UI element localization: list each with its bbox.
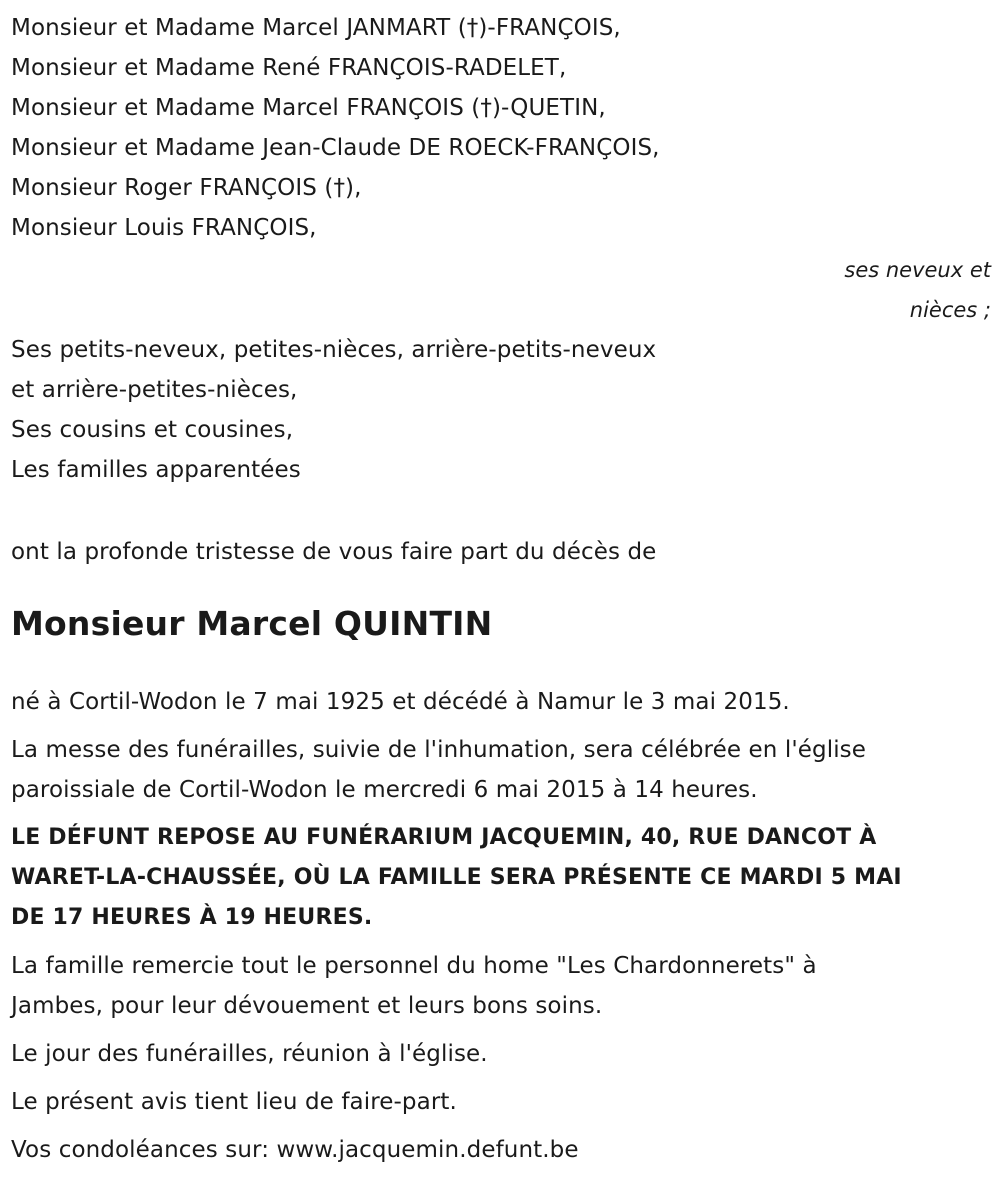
family-line: Ses petits-neveux, petites-nièces, arrière-petits-neveux xyxy=(11,337,657,363)
thanks-line: La famille remercie tout le personnel du home "Les Chardonnerets" à xyxy=(11,953,817,979)
thanks xyxy=(11,946,993,1026)
family-line: Monsieur et Madame Jean-Claude DE ROECK-FRANÇOIS, xyxy=(11,135,660,161)
family-line: Ses cousins et cousines, xyxy=(11,417,294,443)
reposing-line: WARET-LA-CHAUSSÉE, OÙ LA FAMILLE SERA PRÉSENTE CE MARDI 5 MAI xyxy=(11,865,902,890)
reposing-line: LE DÉFUNT REPOSE AU FUNÉRARIUM JACQUEMIN, 40, RUE DANCOT À xyxy=(11,825,877,850)
reposing-info xyxy=(11,818,993,938)
family-line: Les familles apparentées xyxy=(11,457,301,483)
family-line: Monsieur Roger FRANÇOIS (†), xyxy=(11,175,362,201)
notice-info: Le présent avis tient lieu de faire-part. xyxy=(11,1089,457,1115)
relation-label-line1: ses neveux et xyxy=(844,258,991,282)
thanks-line: Jambes, pour leur dévouement et leurs bons soins. xyxy=(11,993,603,1019)
nephews-nieces-list xyxy=(11,8,993,248)
mass-line: paroissiale de Cortil-Wodon le mercredi 6 mai 2015 à 14 heures. xyxy=(11,777,758,803)
family-line: et arrière-petites-nièces, xyxy=(11,377,298,403)
other-family-list xyxy=(11,330,993,490)
family-line: Monsieur Louis FRANÇOIS, xyxy=(11,215,317,241)
announcement: ont la profonde tristesse de vous faire part du décès de xyxy=(11,539,657,565)
condolences-info: Vos condoléances sur: www.jacquemin.defunt.be xyxy=(11,1137,579,1163)
meeting-info: Le jour des funérailles, réunion à l'église. xyxy=(11,1041,488,1067)
family-line: Monsieur et Madame Marcel FRANÇOIS (†)-QUETIN, xyxy=(11,95,606,121)
relation-label-line2: nièces ; xyxy=(909,298,991,322)
reposing-line: DE 17 HEURES À 19 HEURES. xyxy=(11,905,373,930)
mass-info xyxy=(11,730,993,810)
obituary-notice xyxy=(11,8,993,1170)
deceased-name: Monsieur Marcel QUINTIN xyxy=(11,604,493,643)
family-line: Monsieur et Madame Marcel JANMART (†)-FRANÇOIS, xyxy=(11,15,621,41)
birth-death: né à Cortil-Wodon le 7 mai 1925 et décédé à Namur le 3 mai 2015. xyxy=(11,689,790,715)
family-line: Monsieur et Madame René FRANÇOIS-RADELET, xyxy=(11,55,567,81)
mass-line: La messe des funérailles, suivie de l'inhumation, sera célébrée en l'église xyxy=(11,737,867,763)
